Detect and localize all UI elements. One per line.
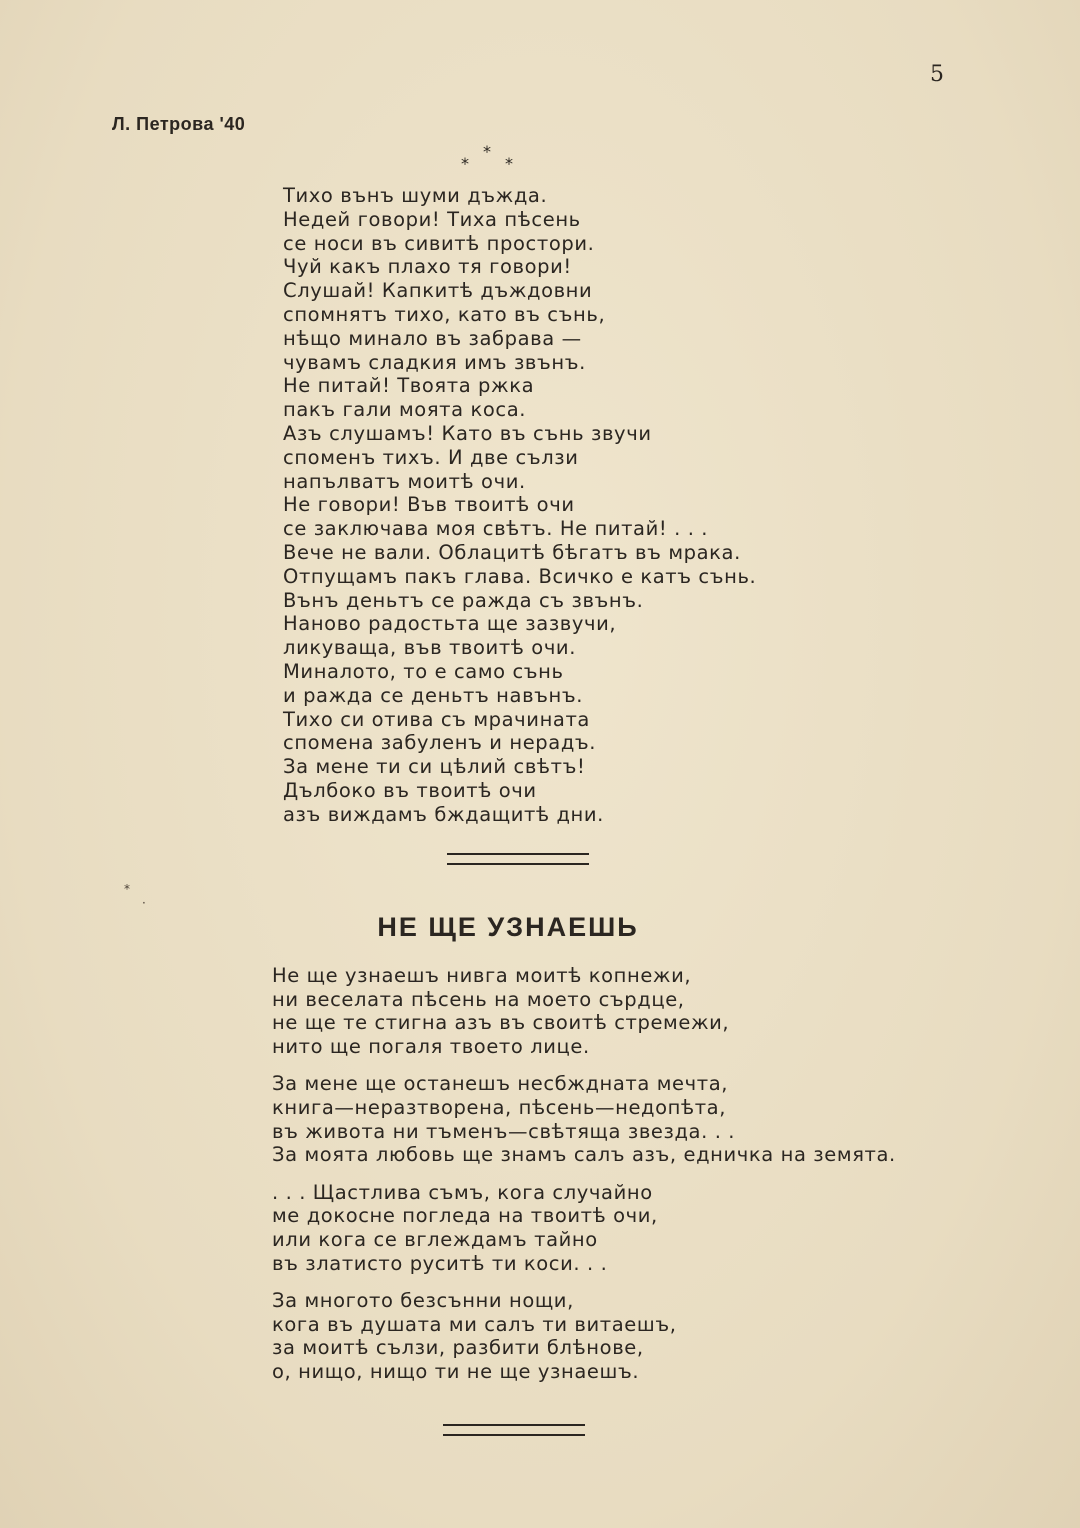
poem-line: ликуваща, във твоитѣ очи. — [283, 636, 577, 660]
asterisk-icon: * — [483, 142, 491, 161]
poem-line: спомена забуленъ и нерадъ. — [283, 731, 597, 755]
poem-title: НЕ ЩЕ УЗНАЕШЬ — [377, 912, 639, 942]
paper-speck: · — [142, 896, 146, 910]
poem-line: Дълбоко въ твоитѣ очи — [283, 778, 537, 802]
poem-stanza — [272, 1072, 972, 1166]
poem-line: ни веселата пѣсень на моето сърдце, — [272, 987, 685, 1011]
author-header: Л. Петрова '40 — [112, 114, 246, 134]
poem-line: За мене ще останешъ несбждната мечта, — [272, 1072, 729, 1096]
poem-line: Не говори! Във твоитѣ очи — [283, 493, 575, 517]
poem-line: Тихо си отива съ мрачината — [283, 707, 590, 731]
poem-line: и ражда се деньтъ навънъ. — [283, 683, 584, 707]
poem-line: Слушай! Капкитѣ дъждовни — [283, 279, 593, 303]
poem-line: книга—неразтворена, пѣсень—недопѣта, — [272, 1095, 727, 1119]
poem-line: За многото безсънни нощи, — [272, 1289, 574, 1313]
poem-line: ме докосне погледа на твоитѣ очи, — [272, 1204, 658, 1228]
poem-line: Тихо вънъ шуми дъжда. — [283, 184, 548, 207]
poem-line: пакъ гали моята коса. — [283, 398, 527, 422]
poem-line: не ще те стигна азъ въ своитѣ стремежи, — [272, 1011, 730, 1035]
poem-line: . . . Щастлива съмъ, кога случайно — [272, 1180, 653, 1204]
poem-line: се заключава моя свѣтъ. Не питай! . . . — [283, 517, 709, 541]
poem-line: или кога се вглеждамъ тайно — [272, 1227, 598, 1251]
asterisk-icon: * — [505, 154, 513, 173]
poem-line: Вече не вали. Облацитѣ бѣгатъ въ мрака. — [283, 540, 741, 564]
poem-line: кога въ душата ми салъ ти витаешъ, — [272, 1312, 677, 1336]
poem-line: Недей говори! Тиха пѣсень — [283, 207, 581, 231]
poem-line: чувамъ сладкия имъ звънъ. — [283, 350, 586, 374]
poem-line: Вънъ деньтъ се ражда съ звънъ. — [283, 588, 644, 612]
poem-line: Миналото, то е само сънь — [283, 659, 564, 683]
poem-line: Не ще узнаешъ нивга моитѣ копнежи, — [272, 964, 692, 987]
poem-line: о, нищо, нищо ти не ще узнаешъ. — [272, 1359, 640, 1383]
poem-untitled — [283, 184, 843, 827]
poem-line: споменъ тихъ. И две сълзи — [283, 445, 579, 469]
poem-stanza — [272, 1289, 972, 1383]
page-number: 5 — [930, 62, 944, 87]
poem-line: въ златисто руситѣ ти коси. . . — [272, 1251, 608, 1275]
poem-line: напълватъ моитѣ очи. — [283, 469, 526, 493]
poem-line: въ живота ни тъменъ—свѣтяща звезда. . . — [272, 1119, 736, 1143]
poem-ne-shte-uznaesh — [272, 964, 972, 1398]
poem-stanza — [272, 964, 972, 1058]
poem-line: Наново радостьта ще зазвучи, — [283, 612, 617, 636]
poem-line: Азъ слушамъ! Като въ сънь звучи — [283, 421, 652, 445]
section-divider — [447, 853, 589, 865]
poem-line: нѣщо минало въ забрава — — [283, 326, 582, 350]
section-divider — [443, 1424, 585, 1436]
poem-line: се носи въ сивитѣ простори. — [283, 231, 595, 255]
paper-speck: * — [124, 882, 130, 896]
poem-stanza — [272, 1181, 972, 1275]
poem-line: азъ виждамъ бждащитѣ дни. — [283, 802, 604, 826]
poem-line: За моята любовь ще знамъ салъ азъ, едничка на земята. — [272, 1143, 896, 1167]
poem-line: Не питай! Твоята ржка — [283, 374, 535, 398]
poem-line: Чуй какъ плахо тя говори! — [283, 255, 572, 279]
poem-line: Отпущамъ пакъ глава. Всичко е катъ сънь. — [283, 564, 757, 588]
asterisk-icon: * — [461, 154, 469, 173]
ornament-asterisks — [455, 142, 525, 172]
poem-line: за моитѣ сълзи, разбити блѣнове, — [272, 1336, 644, 1360]
poem-line: За мене ти си цѣлий свѣтъ! — [283, 755, 586, 779]
poem-line: спомнятъ тихо, като въ сънь, — [283, 302, 606, 326]
poem-line: нито ще погаля твоето лице. — [272, 1034, 590, 1058]
